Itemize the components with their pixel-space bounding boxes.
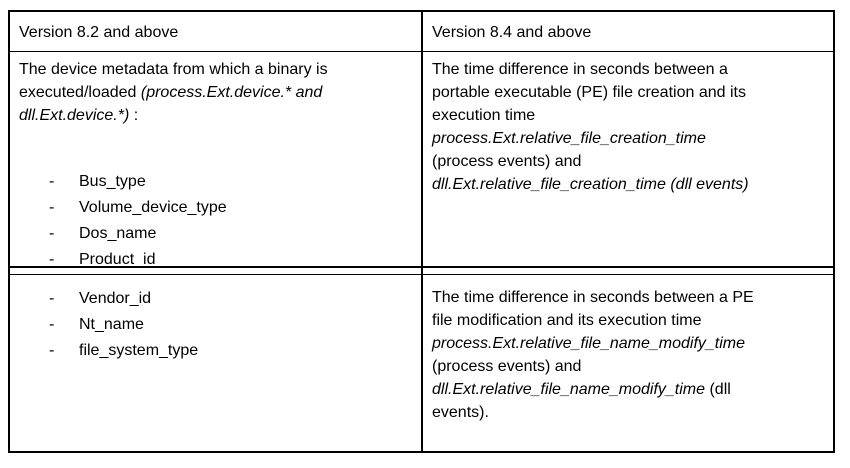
- list-item: [49, 338, 417, 364]
- text-segment: file modification and its execution time: [432, 312, 702, 329]
- text-segment: :: [129, 107, 139, 124]
- text-line: [19, 104, 417, 127]
- dash-bullet-marker: -: [49, 225, 55, 242]
- table-row: [10, 275, 833, 451]
- list-item: [49, 169, 417, 195]
- list-item-label: Dos_name: [79, 225, 157, 242]
- text-line: [432, 104, 829, 127]
- list-item-label: file_system_type: [79, 342, 199, 359]
- list-item: [49, 195, 417, 221]
- cell-file-modify-time: [423, 275, 833, 451]
- text-segment: (process events) and: [432, 358, 582, 375]
- device-fields-list-bottom: [49, 286, 417, 364]
- list-item-label: Product_id: [79, 251, 156, 268]
- text-line: [432, 332, 829, 355]
- list-item-label: Bus_type: [79, 173, 146, 190]
- text-segment: portable executable (PE) file creation and its: [432, 84, 746, 101]
- text-line: [432, 401, 829, 424]
- text-line: [432, 58, 829, 81]
- dash-bullet-marker: -: [49, 342, 55, 359]
- text-segment: events).: [432, 404, 489, 421]
- dash-bullet-marker: -: [49, 251, 55, 268]
- dash-bullet-marker: -: [49, 173, 55, 190]
- table-page-break-gap: [10, 268, 833, 275]
- gap-cell-left: [10, 268, 423, 274]
- device-fields-list-top: [49, 169, 417, 273]
- text-line: [432, 81, 829, 104]
- table-row: [10, 52, 833, 268]
- text-line: [432, 173, 829, 196]
- italic-text-segment: process.Ext.relative_file_creation_time: [432, 130, 706, 147]
- list-item: [49, 312, 417, 338]
- italic-text-segment: process.Ext.relative_file_name_modify_time: [432, 335, 746, 352]
- cell-device-metadata: [10, 52, 423, 266]
- dash-bullet-marker: -: [49, 290, 55, 307]
- italic-text-segment: dll.Ext.relative_file_name_modify_time: [432, 381, 706, 398]
- text-segment: execution time: [432, 107, 536, 124]
- header-version-8-4: Version 8.4 and above: [432, 24, 592, 41]
- text-line: [19, 58, 417, 81]
- cell-file-creation-time: [423, 52, 833, 266]
- text-line: [432, 127, 829, 150]
- text-segment: The time difference in seconds between a: [432, 61, 728, 78]
- text-line: [432, 150, 829, 173]
- file-creation-paragraph: [432, 58, 829, 196]
- cell-device-metadata-continued: [10, 275, 423, 451]
- list-item: [49, 221, 417, 247]
- italic-text-segment: (process.Ext.device.* and: [140, 84, 323, 101]
- version-comparison-table: [8, 10, 835, 453]
- text-line: [432, 355, 829, 378]
- dash-bullet-marker: -: [49, 199, 55, 216]
- italic-text-segment: dll.Ext.relative_file_creation_time (dll events): [432, 176, 749, 193]
- text-segment: The device metadata from which a binary is: [19, 61, 328, 78]
- text-line: [19, 81, 417, 104]
- text-segment: (process events) and: [432, 153, 582, 170]
- table-header-row: [10, 12, 833, 52]
- file-modify-paragraph: [432, 286, 829, 424]
- header-version-8-2: Version 8.2 and above: [10, 12, 423, 51]
- text-line: [432, 286, 829, 309]
- text-segment: (dll: [705, 381, 731, 398]
- italic-text-segment: dll.Ext.device.*): [19, 107, 130, 124]
- list-item-label: Volume_device_type: [79, 199, 227, 216]
- list-item: [49, 286, 417, 312]
- dash-bullet-marker: -: [49, 316, 55, 333]
- list-item-label: Nt_name: [79, 316, 144, 333]
- text-line: [432, 378, 829, 401]
- text-line: [432, 309, 829, 332]
- text-segment: The time difference in seconds between a PE: [432, 289, 754, 306]
- device-metadata-paragraph: [19, 58, 417, 127]
- gap-cell-right: [423, 268, 833, 274]
- text-segment: executed/loaded: [19, 84, 141, 101]
- list-item-label: Vendor_id: [79, 290, 152, 307]
